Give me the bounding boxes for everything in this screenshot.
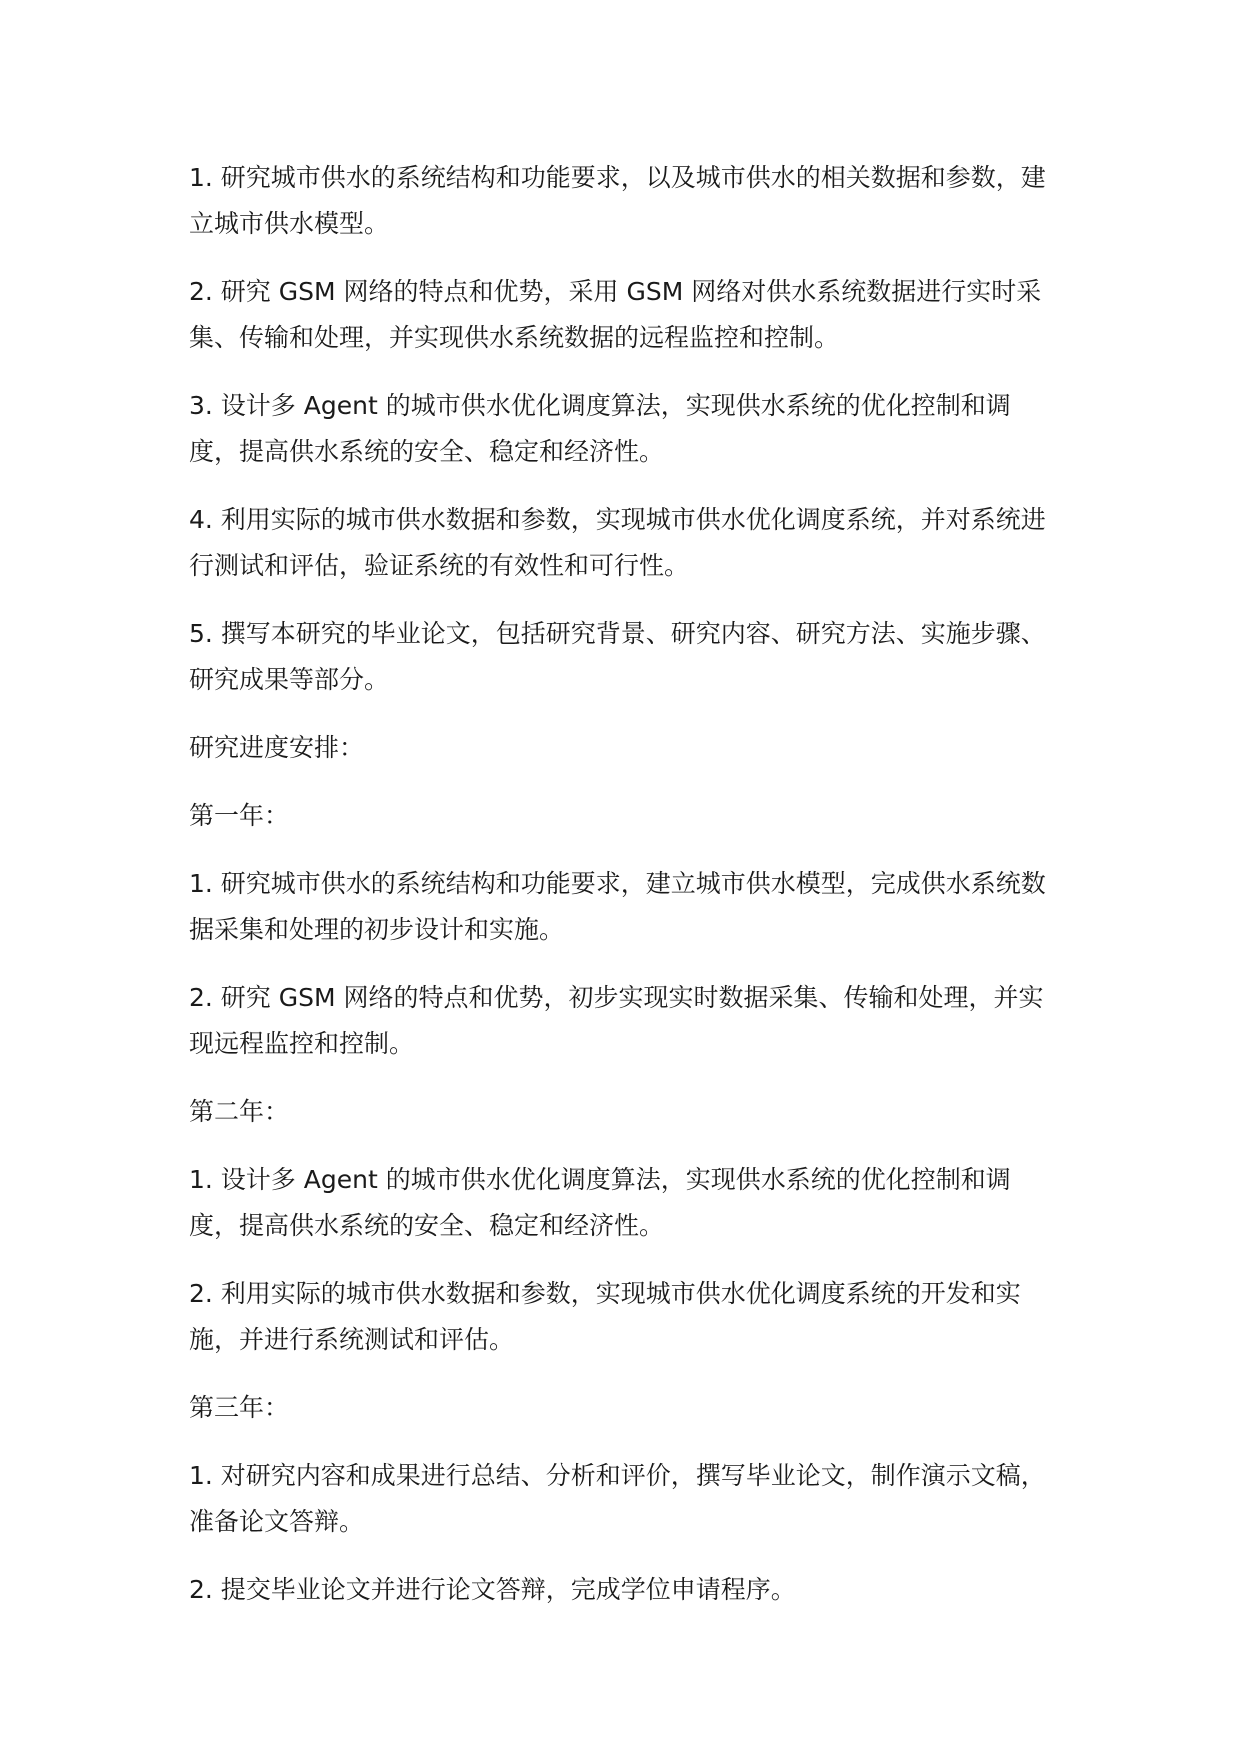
paragraph-research-item-4: 4. 利用实际的城市供水数据和参数，实现城市供水优化调度系统，并对系统进行测试和评估，验证系统的有效性和可行性。: [189, 505, 1046, 580]
paragraph-year3-item-1: 1. 对研究内容和成果进行总结、分析和评价，撰写毕业论文，制作演示文稿，准备论文答辩。: [189, 1461, 1046, 1536]
paragraph-research-item-5: 5. 撰写本研究的毕业论文，包括研究背景、研究内容、研究方法、实施步骤、研究成果等部分。: [189, 619, 1046, 694]
paragraph-year3-item-2: 2. 提交毕业论文并进行论文答辩，完成学位申请程序。: [189, 1575, 796, 1604]
paragraph-year1-item-2: 2. 研究 GSM 网络的特点和优势，初步实现实时数据采集、传输和处理，并实现远程监控和控制。: [189, 983, 1044, 1058]
heading-year-3: 第三年：: [189, 1393, 290, 1422]
heading-year-1: 第一年：: [189, 801, 290, 830]
document-body: [189, 155, 1059, 1635]
paragraph-research-item-2: 2. 研究 GSM 网络的特点和优势，采用 GSM 网络对供水系统数据进行实时采集、传输和处理，并实现供水系统数据的远程监控和控制。: [189, 277, 1042, 352]
paragraph-year2-item-1: 1. 设计多 Agent 的城市供水优化调度算法，实现供水系统的优化控制和调度，提高供水系统的安全、稳定和经济性。: [189, 1165, 1011, 1240]
paragraph-research-item-1: 1. 研究城市供水的系统结构和功能要求，以及城市供水的相关数据和参数，建立城市供水模型。: [189, 163, 1046, 238]
heading-year-2: 第二年：: [189, 1097, 290, 1126]
paragraph-research-item-3: 3. 设计多 Agent 的城市供水优化调度算法，实现供水系统的优化控制和调度，提高供水系统的安全、稳定和经济性。: [189, 391, 1011, 466]
heading-schedule: 研究进度安排：: [189, 733, 365, 762]
paragraph-year1-item-1: 1. 研究城市供水的系统结构和功能要求，建立城市供水模型，完成供水系统数据采集和处理的初步设计和实施。: [189, 869, 1046, 944]
paragraph-year2-item-2: 2. 利用实际的城市供水数据和参数，实现城市供水优化调度系统的开发和实施，并进行系统测试和评估。: [189, 1279, 1021, 1354]
